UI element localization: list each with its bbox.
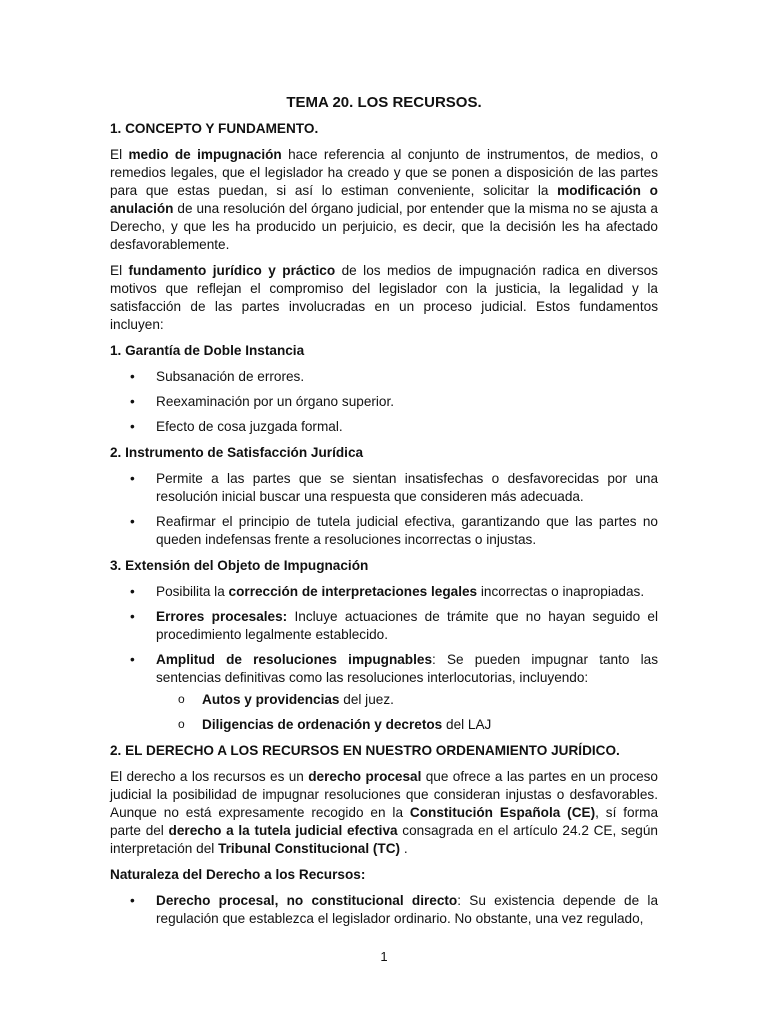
bullet-list-doble-instancia <box>110 368 658 436</box>
paragraph-fundamento <box>110 262 658 334</box>
bold-term: corrección de interpretaciones legales <box>228 584 478 599</box>
list-item: • Permite a las partes que se sientan insatisfechas o desfavorecidas por una resolución inicial buscar una respuesta que consideren más adecuada. <box>110 470 658 506</box>
text-run: El <box>110 263 129 278</box>
text-run: de los medios de impugnación radica en diversos motivos que reflejan el compromiso del legislador con la justicia, la legalidad y la satisfacción de las partes involucradas en un proceso judicial. Estos fundamentos incluyen: <box>110 263 658 332</box>
text-run: : Su existencia depende de la regulación que establezca el legislador ordinario. No obstante, una vez regulado, <box>156 893 659 926</box>
bold-term: Derecho procesal, no constitucional directo <box>156 893 458 908</box>
text-run: incorrectas o inapropiadas. <box>477 584 645 599</box>
text-run: , sí forma parte del <box>110 805 659 838</box>
text-run: de una resolución del órgano judicial, por entender que la misma no se ajusta a Derecho, y que les ha producido un perjuicio, es decir, que la decisión les ha afectado desfavorablemente. <box>110 201 658 252</box>
list-item: • Reexaminación por un órgano superior. <box>110 393 658 411</box>
list-item: • Efecto de cosa juzgada formal. <box>110 418 658 436</box>
bold-term: modificación o anulación <box>110 183 658 216</box>
section-heading-derecho-recursos: 2. EL DERECHO A LOS RECURSOS EN NUESTRO ORDENAMIENTO JURÍDICO. <box>110 743 620 758</box>
bold-term: derecho procesal <box>308 769 422 784</box>
sub-list-item <box>156 691 658 709</box>
sub-list-item <box>156 716 658 734</box>
text-run: : Se pueden impugnar tanto las sentencias definitivas como las resoluciones interlocutorias, incluyendo: <box>156 652 658 685</box>
subheading-doble-instancia: 1. Garantía de Doble Instancia <box>110 343 305 358</box>
text-run: del juez. <box>339 692 394 707</box>
text-run: El derecho a los recursos es un <box>110 769 309 784</box>
text-run: que ofrece a las partes en un proceso judicial la posibilidad de impugnar resoluciones que consideran injustas o desfavorables. Aunque no está expresamente recogido en la <box>110 769 658 820</box>
bold-term: Errores procesales: <box>156 609 288 624</box>
bullet-list-naturaleza <box>110 892 658 928</box>
text-run: Incluye actuaciones de trámite que no hayan seguido el procedimiento legalmente establecido. <box>156 609 658 642</box>
paragraph-medio-impugnacion <box>110 146 658 254</box>
text-run: Posibilita la <box>156 584 229 599</box>
text-run: . <box>400 841 408 856</box>
subheading-extension-objeto: 3. Extensión del Objeto de Impugnación <box>110 558 369 573</box>
list-item: • Subsanación de errores. <box>110 368 658 386</box>
bold-term: fundamento jurídico y práctico <box>128 263 336 278</box>
list-item <box>110 892 658 928</box>
text-run: consagrada en el artículo 24.2 CE, según interpretación del <box>110 823 658 856</box>
bold-term: Diligencias de ordenación y decretos <box>202 717 443 732</box>
page-number: 1 <box>380 949 388 964</box>
subheading-satisfaccion-juridica: 2. Instrumento de Satisfacción Jurídica <box>110 445 364 460</box>
bullet-list-extension <box>110 583 658 734</box>
sub-list-resoluciones <box>156 691 658 734</box>
text-run: El <box>110 147 129 162</box>
bold-term: Amplitud de resoluciones impugnables <box>156 652 433 667</box>
list-item <box>110 651 658 734</box>
list-item <box>110 608 658 644</box>
paragraph-derecho-recursos <box>110 768 658 858</box>
text-run: hace referencia al conjunto de instrumentos, de medios, o remedios legales, que el legislador ha creado y que se ponen a disposición de las partes para que estas puedan, si así lo estiman conveniente, solicitar la <box>110 147 658 198</box>
bold-term: Tribunal Constitucional (TC) <box>218 841 401 856</box>
bold-term: Constitución Española (CE) <box>409 805 596 820</box>
section-heading-concepto: 1. CONCEPTO Y FUNDAMENTO. <box>110 121 319 136</box>
list-item <box>110 583 658 601</box>
text-run: del LAJ <box>442 717 492 732</box>
document-title: TEMA 20. LOS RECURSOS. <box>286 94 482 111</box>
list-item: • Reafirmar el principio de tutela judicial efectiva, garantizando que las partes no queden indefensas frente a resoluciones incorrectas o injustas. <box>110 513 658 549</box>
bold-term: medio de impugnación <box>128 147 282 162</box>
bold-term: Autos y providencias <box>202 692 340 707</box>
bullet-list-satisfaccion <box>110 470 658 549</box>
subheading-naturaleza: Naturaleza del Derecho a los Recursos: <box>110 867 366 882</box>
bold-term: derecho a la tutela judicial efectiva <box>168 823 398 838</box>
